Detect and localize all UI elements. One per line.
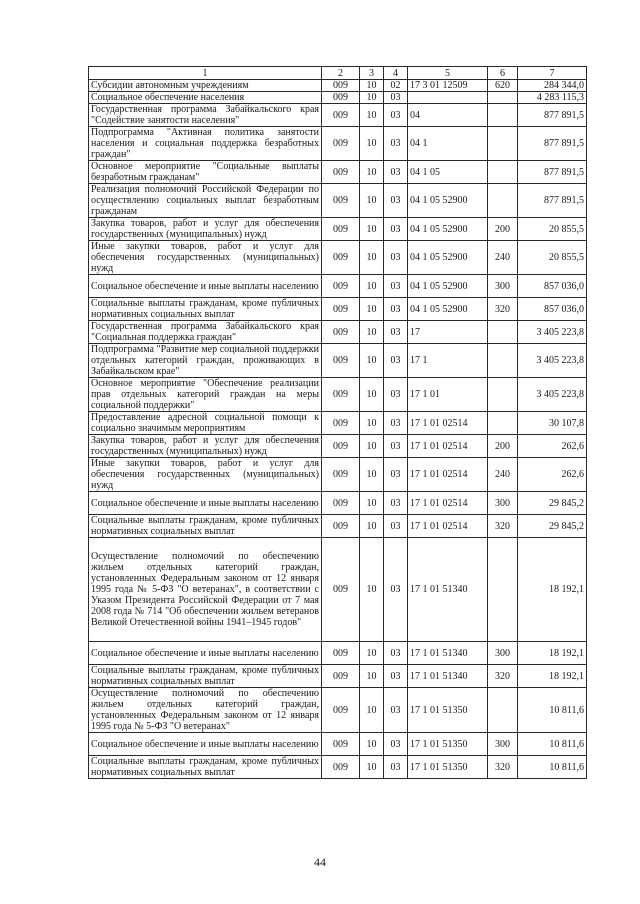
- row-amount-cell: 877 891,5: [518, 184, 587, 218]
- table-row: [89, 321, 587, 344]
- row-name-cell: Иные закупки товаров, работ и услуг для обеспечения государственных (муниципальных) нужд: [89, 241, 322, 275]
- header-cell: 1: [89, 67, 322, 80]
- row-target-article-cell: 17 1 01 02514: [408, 458, 488, 492]
- row-section-cell: 10: [360, 184, 384, 218]
- header-cell: 5: [408, 67, 488, 80]
- row-name-cell: Социальные выплаты гражданам, кроме публичных нормативных социальных выплат: [89, 515, 322, 538]
- row-expense-type-cell: 300: [488, 733, 518, 756]
- row-expense-type-cell: [488, 688, 518, 733]
- row-section-cell: 10: [360, 458, 384, 492]
- row-name-cell: Предоставление адресной социальной помощи к социально значимым мероприятиям: [89, 412, 322, 435]
- row-target-article-cell: 04 1 05 52900: [408, 184, 488, 218]
- row-expense-type-cell: [488, 92, 518, 104]
- row-code-cell: 009: [322, 298, 360, 321]
- table-header-row: [89, 67, 587, 80]
- row-target-article-cell: 17: [408, 321, 488, 344]
- row-target-article-cell: 17 1 01 51350: [408, 688, 488, 733]
- row-expense-type-cell: 240: [488, 241, 518, 275]
- table-row: [89, 688, 587, 733]
- row-expense-type-cell: 320: [488, 665, 518, 688]
- row-section-cell: 10: [360, 492, 384, 515]
- row-code-cell: 009: [322, 321, 360, 344]
- row-expense-type-cell: [488, 161, 518, 184]
- row-target-article-cell: 04 1 05 52900: [408, 218, 488, 241]
- table-row: [89, 756, 587, 779]
- row-subsection-cell: 03: [384, 161, 408, 184]
- row-section-cell: 10: [360, 298, 384, 321]
- table-row: [89, 104, 587, 127]
- row-name-cell: Реализация полномочий Российской Федерации по осуществлению социальных выплат безработным гражданам: [89, 184, 322, 218]
- header-cell: 7: [518, 67, 587, 80]
- row-code-cell: 009: [322, 184, 360, 218]
- row-expense-type-cell: 300: [488, 642, 518, 665]
- row-name-cell: Социальное обеспечение и иные выплаты населению: [89, 642, 322, 665]
- row-target-article-cell: 04 1: [408, 127, 488, 161]
- row-amount-cell: 20 855,5: [518, 241, 587, 275]
- row-code-cell: 009: [322, 688, 360, 733]
- table-row: [89, 435, 587, 458]
- page-number: 44: [314, 855, 326, 869]
- row-code-cell: 009: [322, 80, 360, 92]
- table-row: [89, 241, 587, 275]
- row-code-cell: 009: [322, 218, 360, 241]
- row-code-cell: 009: [322, 665, 360, 688]
- row-section-cell: 10: [360, 275, 384, 298]
- table-row: [89, 275, 587, 298]
- row-code-cell: 009: [322, 378, 360, 412]
- row-amount-cell: 18 192,1: [518, 665, 587, 688]
- row-target-article-cell: 17 1 01 02514: [408, 435, 488, 458]
- row-section-cell: 10: [360, 241, 384, 275]
- row-expense-type-cell: [488, 378, 518, 412]
- row-name-cell: Осуществление полномочий по обеспечению жильем отдельных категорий граждан, установленных Федеральным законом от 12 января 1995 года № 5-ФЗ "О ветеранах", в соответствии с Указом Президента Российской Федерации от 7 мая 2008 года № 714 "Об обеспечении жильем ветеранов Великой Отечественной войны 1941–1945 годов": [89, 538, 322, 642]
- row-amount-cell: 3 405 223,8: [518, 378, 587, 412]
- row-name-cell: Социальное обеспечение и иные выплаты населению: [89, 275, 322, 298]
- row-subsection-cell: 03: [384, 642, 408, 665]
- row-amount-cell: 20 855,5: [518, 218, 587, 241]
- row-code-cell: 009: [322, 127, 360, 161]
- row-subsection-cell: 03: [384, 92, 408, 104]
- row-section-cell: 10: [360, 161, 384, 184]
- row-subsection-cell: 02: [384, 80, 408, 92]
- row-name-cell: Иные закупки товаров, работ и услуг для обеспечения государственных (муниципальных) нужд: [89, 458, 322, 492]
- header-cell: 2: [322, 67, 360, 80]
- row-subsection-cell: 03: [384, 184, 408, 218]
- row-amount-cell: 262,6: [518, 435, 587, 458]
- row-target-article-cell: 17 1: [408, 344, 488, 378]
- row-section-cell: 10: [360, 642, 384, 665]
- row-name-cell: Социальные выплаты гражданам, кроме публичных нормативных социальных выплат: [89, 756, 322, 779]
- row-expense-type-cell: [488, 104, 518, 127]
- row-subsection-cell: 03: [384, 688, 408, 733]
- row-subsection-cell: 03: [384, 756, 408, 779]
- row-section-cell: 10: [360, 538, 384, 642]
- row-amount-cell: 29 845,2: [518, 515, 587, 538]
- row-code-cell: 009: [322, 104, 360, 127]
- row-subsection-cell: 03: [384, 321, 408, 344]
- row-amount-cell: 30 107,8: [518, 412, 587, 435]
- row-section-cell: 10: [360, 733, 384, 756]
- row-target-article-cell: 04 1 05: [408, 161, 488, 184]
- row-target-article-cell: 04 1 05 52900: [408, 241, 488, 275]
- row-section-cell: 10: [360, 321, 384, 344]
- table-row: [89, 161, 587, 184]
- table-row: [89, 344, 587, 378]
- row-expense-type-cell: [488, 344, 518, 378]
- row-target-article-cell: 17 1 01 51340: [408, 665, 488, 688]
- row-code-cell: 009: [322, 275, 360, 298]
- table-row: [89, 92, 587, 104]
- table-row: [89, 80, 587, 92]
- row-section-cell: 10: [360, 435, 384, 458]
- row-subsection-cell: 03: [384, 344, 408, 378]
- table-row: [89, 458, 587, 492]
- row-subsection-cell: 03: [384, 538, 408, 642]
- table-body: [89, 80, 587, 779]
- row-section-cell: 10: [360, 127, 384, 161]
- table-row: [89, 218, 587, 241]
- row-subsection-cell: 03: [384, 298, 408, 321]
- row-name-cell: Подпрограмма "Активная политика занятости населения и социальная поддержка безработных граждан": [89, 127, 322, 161]
- row-target-article-cell: 17 1 01: [408, 378, 488, 412]
- row-name-cell: Социальное обеспечение и иные выплаты населению: [89, 733, 322, 756]
- row-name-cell: Социальные выплаты гражданам, кроме публичных нормативных социальных выплат: [89, 298, 322, 321]
- row-name-cell: Государственная программа Забайкальского края "Содействие занятости населения": [89, 104, 322, 127]
- row-amount-cell: 10 811,6: [518, 733, 587, 756]
- row-target-article-cell: 17 1 01 51340: [408, 538, 488, 642]
- row-expense-type-cell: 200: [488, 218, 518, 241]
- row-expense-type-cell: [488, 127, 518, 161]
- row-expense-type-cell: [488, 538, 518, 642]
- row-target-article-cell: 04 1 05 52900: [408, 275, 488, 298]
- row-section-cell: 10: [360, 80, 384, 92]
- row-target-article-cell: 17 1 01 02514: [408, 515, 488, 538]
- row-expense-type-cell: [488, 412, 518, 435]
- row-expense-type-cell: 320: [488, 756, 518, 779]
- table-row: [89, 127, 587, 161]
- row-target-article-cell: 17 1 01 51350: [408, 756, 488, 779]
- row-expense-type-cell: [488, 184, 518, 218]
- row-code-cell: 009: [322, 642, 360, 665]
- row-section-cell: 10: [360, 412, 384, 435]
- table-row: [89, 378, 587, 412]
- row-code-cell: 009: [322, 458, 360, 492]
- row-section-cell: 10: [360, 92, 384, 104]
- row-name-cell: Основное мероприятие "Социальные выплаты безработным гражданам": [89, 161, 322, 184]
- table-row: [89, 642, 587, 665]
- row-amount-cell: 4 283 115,3: [518, 92, 587, 104]
- row-subsection-cell: 03: [384, 412, 408, 435]
- row-amount-cell: 877 891,5: [518, 127, 587, 161]
- row-expense-type-cell: 300: [488, 275, 518, 298]
- row-expense-type-cell: [488, 321, 518, 344]
- row-amount-cell: 857 036,0: [518, 275, 587, 298]
- table-row: [89, 184, 587, 218]
- table-row: [89, 298, 587, 321]
- row-amount-cell: 262,6: [518, 458, 587, 492]
- table-row: [89, 515, 587, 538]
- row-code-cell: 009: [322, 435, 360, 458]
- row-section-cell: 10: [360, 665, 384, 688]
- row-subsection-cell: 03: [384, 127, 408, 161]
- row-amount-cell: 3 405 223,8: [518, 321, 587, 344]
- row-subsection-cell: 03: [384, 492, 408, 515]
- row-amount-cell: 18 192,1: [518, 538, 587, 642]
- row-subsection-cell: 03: [384, 241, 408, 275]
- table-row: [89, 665, 587, 688]
- row-section-cell: 10: [360, 688, 384, 733]
- row-name-cell: Социальные выплаты гражданам, кроме публичных нормативных социальных выплат: [89, 665, 322, 688]
- budget-table: [88, 66, 587, 779]
- row-code-cell: 009: [322, 756, 360, 779]
- table-row: [89, 492, 587, 515]
- row-target-article-cell: 04: [408, 104, 488, 127]
- row-code-cell: 009: [322, 492, 360, 515]
- row-subsection-cell: 03: [384, 458, 408, 492]
- header-cell: 6: [488, 67, 518, 80]
- row-name-cell: Подпрограмма "Развитие мер социальной поддержки отдельных категорий граждан, проживающих в Забайкальском крае": [89, 344, 322, 378]
- row-name-cell: Закупка товаров, работ и услуг для обеспечения государственных (муниципальных) нужд: [89, 435, 322, 458]
- row-amount-cell: 29 845,2: [518, 492, 587, 515]
- row-target-article-cell: 04 1 05 52900: [408, 298, 488, 321]
- row-expense-type-cell: 320: [488, 298, 518, 321]
- row-name-cell: Закупка товаров, работ и услуг для обеспечения государственных (муниципальных) нужд: [89, 218, 322, 241]
- row-section-cell: 10: [360, 756, 384, 779]
- header-cell: 3: [360, 67, 384, 80]
- row-target-article-cell: 17 1 01 02514: [408, 412, 488, 435]
- row-amount-cell: 3 405 223,8: [518, 344, 587, 378]
- row-amount-cell: 18 192,1: [518, 642, 587, 665]
- row-expense-type-cell: 320: [488, 515, 518, 538]
- row-subsection-cell: 03: [384, 733, 408, 756]
- row-code-cell: 009: [322, 412, 360, 435]
- row-section-cell: 10: [360, 515, 384, 538]
- row-expense-type-cell: 300: [488, 492, 518, 515]
- row-section-cell: 10: [360, 344, 384, 378]
- row-target-article-cell: 17 1 01 51350: [408, 733, 488, 756]
- table-row: [89, 733, 587, 756]
- row-section-cell: 10: [360, 104, 384, 127]
- row-subsection-cell: 03: [384, 665, 408, 688]
- row-expense-type-cell: 620: [488, 80, 518, 92]
- row-amount-cell: 877 891,5: [518, 104, 587, 127]
- row-name-cell: Основное мероприятие "Обеспечение реализации прав отдельных категорий граждан на меры социальной поддержки": [89, 378, 322, 412]
- row-amount-cell: 10 811,6: [518, 756, 587, 779]
- row-code-cell: 009: [322, 161, 360, 184]
- header-cell: 4: [384, 67, 408, 80]
- row-name-cell: Социальное обеспечение населения: [89, 92, 322, 104]
- row-name-cell: Субсидии автономным учреждениям: [89, 80, 322, 92]
- row-subsection-cell: 03: [384, 104, 408, 127]
- row-expense-type-cell: 200: [488, 435, 518, 458]
- row-amount-cell: 877 891,5: [518, 161, 587, 184]
- row-subsection-cell: 03: [384, 378, 408, 412]
- row-subsection-cell: 03: [384, 435, 408, 458]
- row-subsection-cell: 03: [384, 515, 408, 538]
- table-row: [89, 538, 587, 642]
- row-code-cell: 009: [322, 733, 360, 756]
- row-amount-cell: 10 811,6: [518, 688, 587, 733]
- row-name-cell: Осуществление полномочий по обеспечению жильем отдельных категорий граждан, установленных Федеральным законом от 12 января 1995 года № 5-ФЗ "О ветеранах": [89, 688, 322, 733]
- row-code-cell: 009: [322, 92, 360, 104]
- table-row: [89, 412, 587, 435]
- row-section-cell: 10: [360, 378, 384, 412]
- row-target-article-cell: 17 1 01 02514: [408, 492, 488, 515]
- row-code-cell: 009: [322, 515, 360, 538]
- row-subsection-cell: 03: [384, 275, 408, 298]
- row-name-cell: Государственная программа Забайкальского края "Социальная поддержка граждан": [89, 321, 322, 344]
- row-subsection-cell: 03: [384, 218, 408, 241]
- row-target-article-cell: 17 1 01 51340: [408, 642, 488, 665]
- row-amount-cell: 284 344,0: [518, 80, 587, 92]
- row-code-cell: 009: [322, 344, 360, 378]
- row-target-article-cell: 17 3 01 12509: [408, 80, 488, 92]
- row-code-cell: 009: [322, 241, 360, 275]
- row-target-article-cell: [408, 92, 488, 104]
- row-name-cell: Социальное обеспечение и иные выплаты населению: [89, 492, 322, 515]
- row-amount-cell: 857 036,0: [518, 298, 587, 321]
- row-expense-type-cell: 240: [488, 458, 518, 492]
- row-code-cell: 009: [322, 538, 360, 642]
- row-section-cell: 10: [360, 218, 384, 241]
